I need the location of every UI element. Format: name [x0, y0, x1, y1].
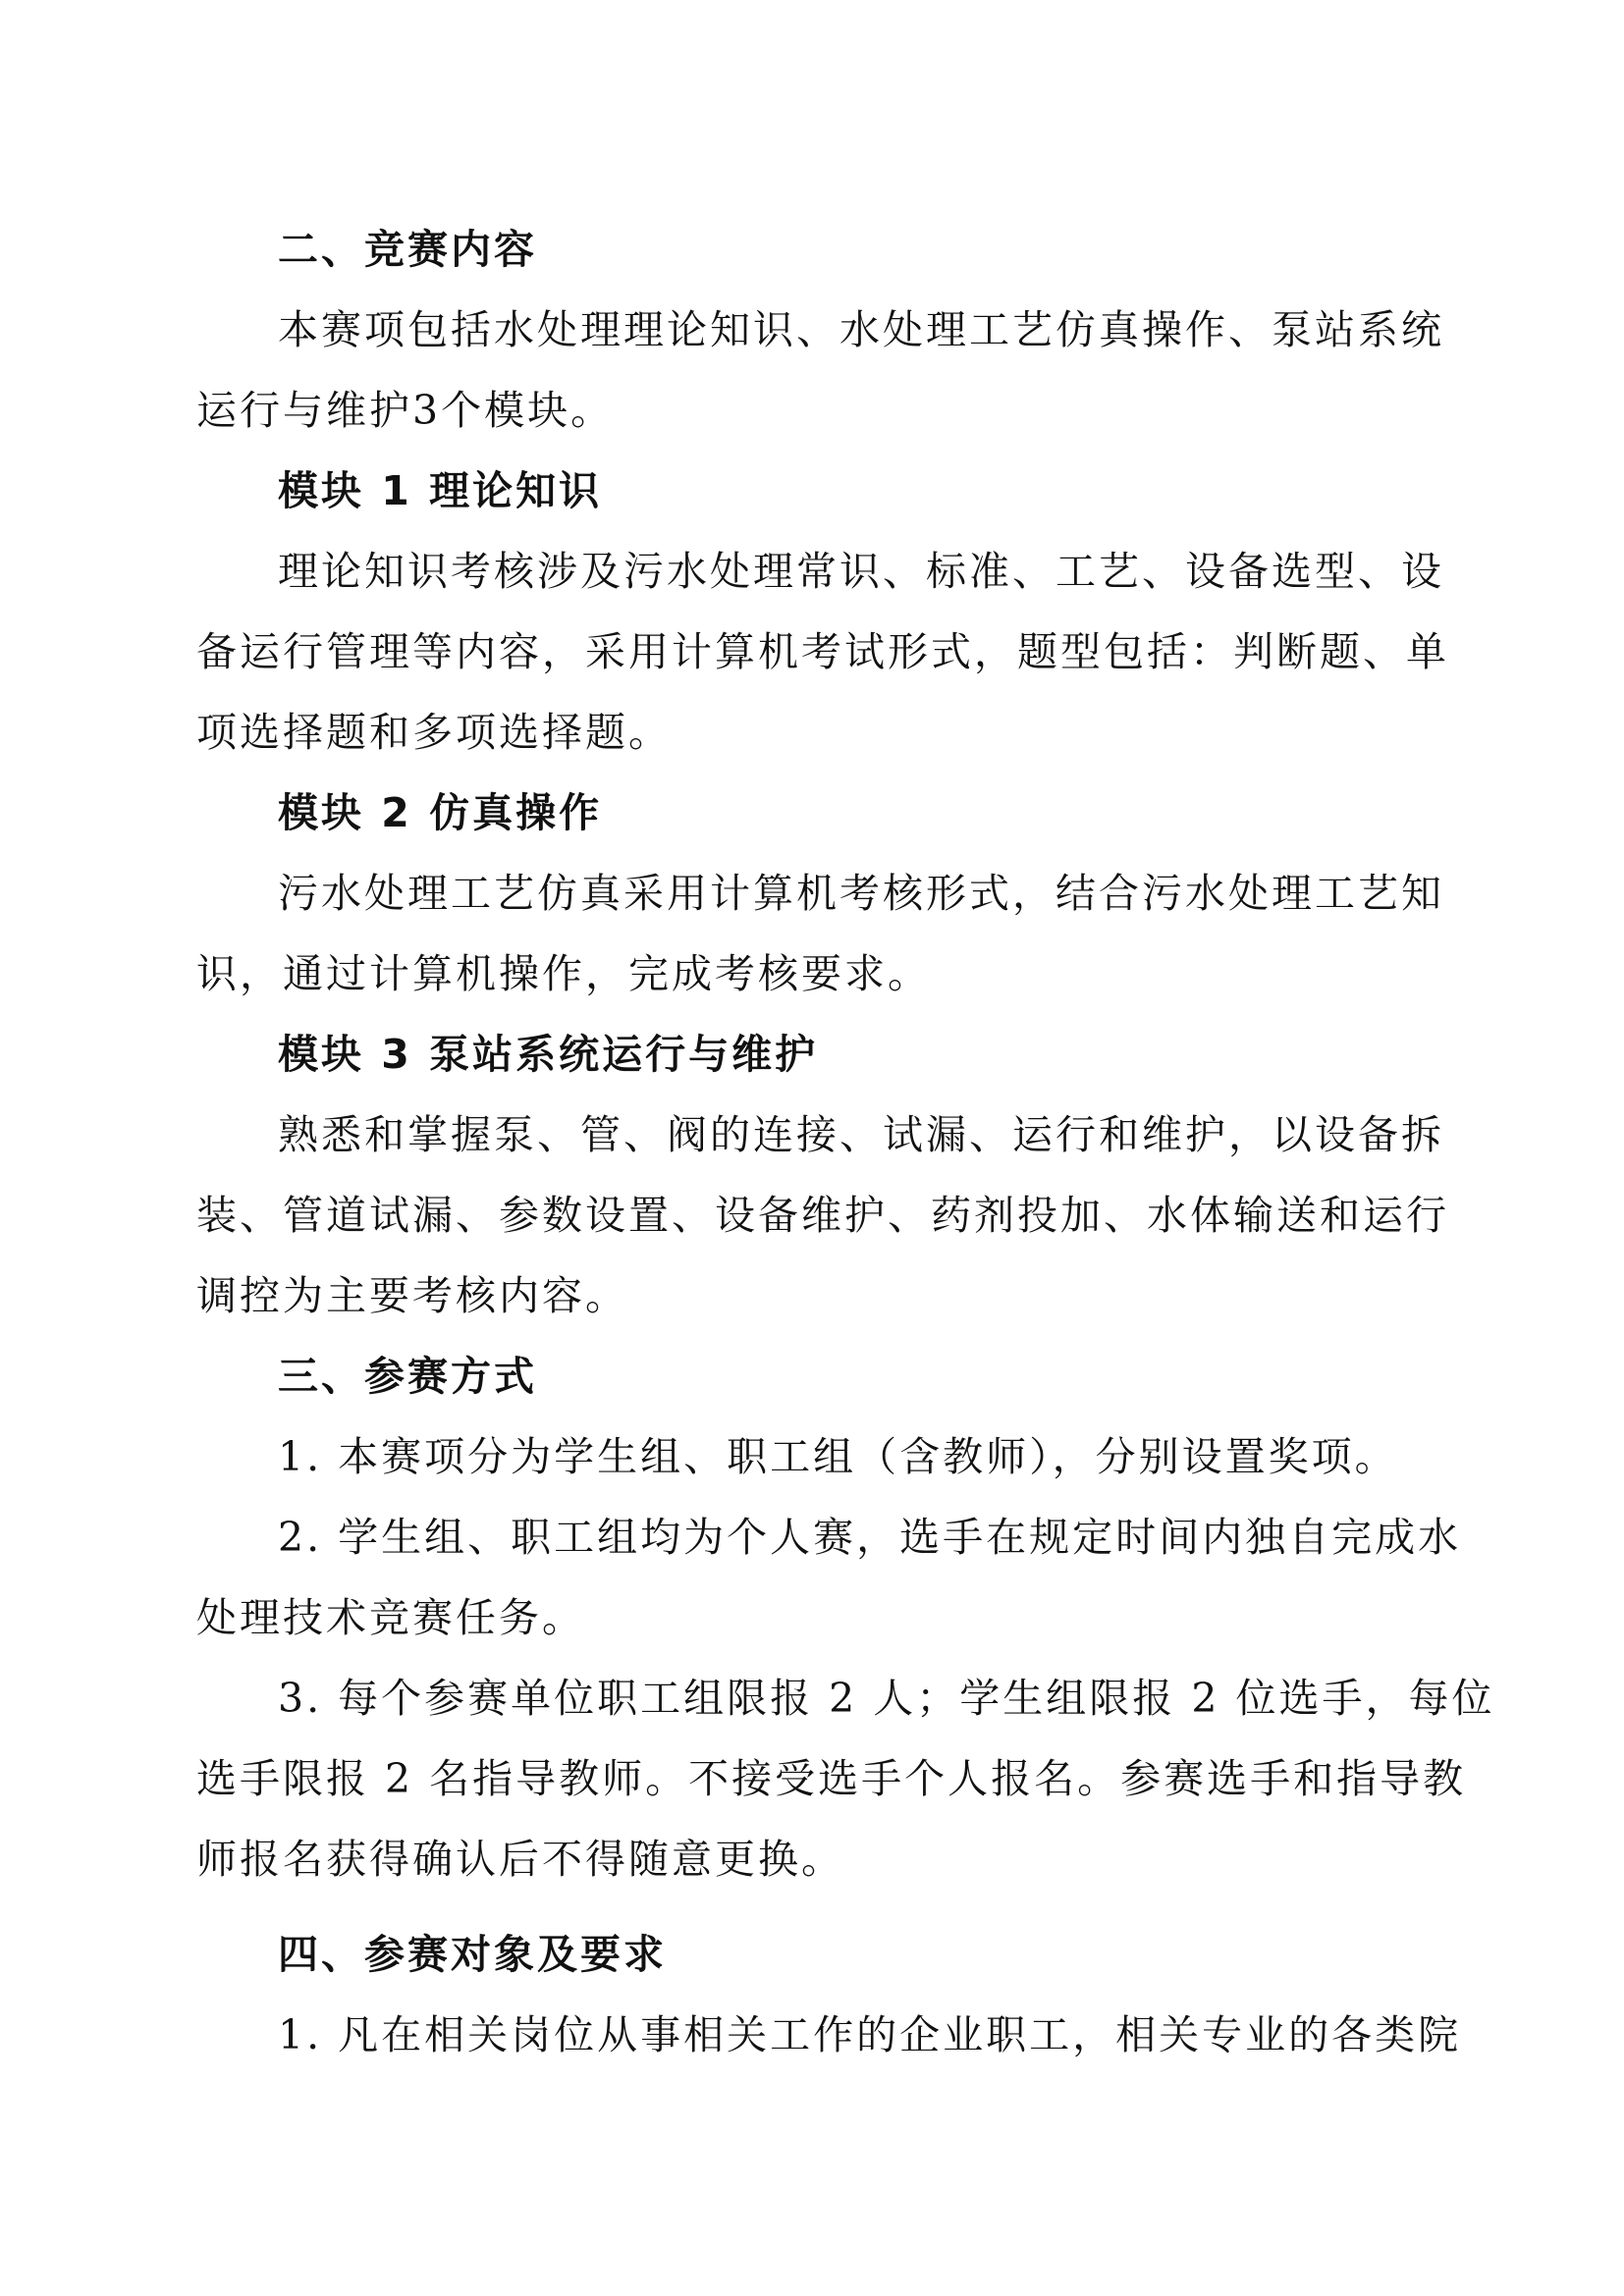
paragraph-line: 2. 学生组、职工组均为个人赛，选手在规定时间内独自完成水	[278, 1514, 1462, 1561]
paragraph-line: 识，通过计算机操作，完成考核要求。	[196, 950, 931, 997]
paragraph-line: 本赛项包括水处理理论知识、水处理工艺仿真操作、泵站系统	[278, 306, 1444, 353]
module-heading-2: 模块 2 仿真操作	[278, 789, 603, 836]
paragraph-line: 项选择题和多项选择题。	[196, 709, 672, 756]
paragraph-line: 运行与维护3个模块。	[196, 387, 615, 434]
section-heading-3: 三、参赛方式	[278, 1353, 537, 1400]
paragraph-line: 3. 每个参赛单位职工组限报 2 人；学生组限报 2 位选手，每位	[278, 1675, 1495, 1722]
paragraph-line: 师报名获得确认后不得随意更换。	[196, 1836, 844, 1883]
paragraph-line: 处理技术竞赛任务。	[196, 1594, 585, 1641]
paragraph-line: 1. 凡在相关岗位从事相关工作的企业职工，相关专业的各类院	[278, 2011, 1462, 2058]
section-heading-4: 四、参赛对象及要求	[278, 1931, 667, 1978]
module-heading-1: 模块 1 理论知识	[278, 467, 603, 514]
paragraph-line: 熟悉和掌握泵、管、阀的连接、试漏、运行和维护，以设备拆	[278, 1111, 1444, 1158]
module-heading-3: 模块 3 泵站系统运行与维护	[278, 1031, 819, 1078]
paragraph-line: 调控为主要考核内容。	[196, 1272, 628, 1319]
paragraph-line: 理论知识考核涉及污水处理常识、标准、工艺、设备选型、设	[278, 548, 1444, 595]
paragraph-line: 选手限报 2 名指导教师。不接受选手个人报名。参赛选手和指导教	[196, 1755, 1467, 1802]
paragraph-line: 1. 本赛项分为学生组、职工组（含教师），分别设置奖项。	[278, 1433, 1398, 1480]
paragraph-line: 备运行管理等内容，采用计算机考试形式，题型包括：判断题、单	[196, 628, 1449, 675]
paragraph-line: 污水处理工艺仿真采用计算机考核形式，结合污水处理工艺知	[278, 870, 1444, 917]
paragraph-line: 装、管道试漏、参数设置、设备维护、药剂投加、水体输送和运行	[196, 1192, 1449, 1239]
section-heading-2: 二、竞赛内容	[278, 226, 537, 273]
